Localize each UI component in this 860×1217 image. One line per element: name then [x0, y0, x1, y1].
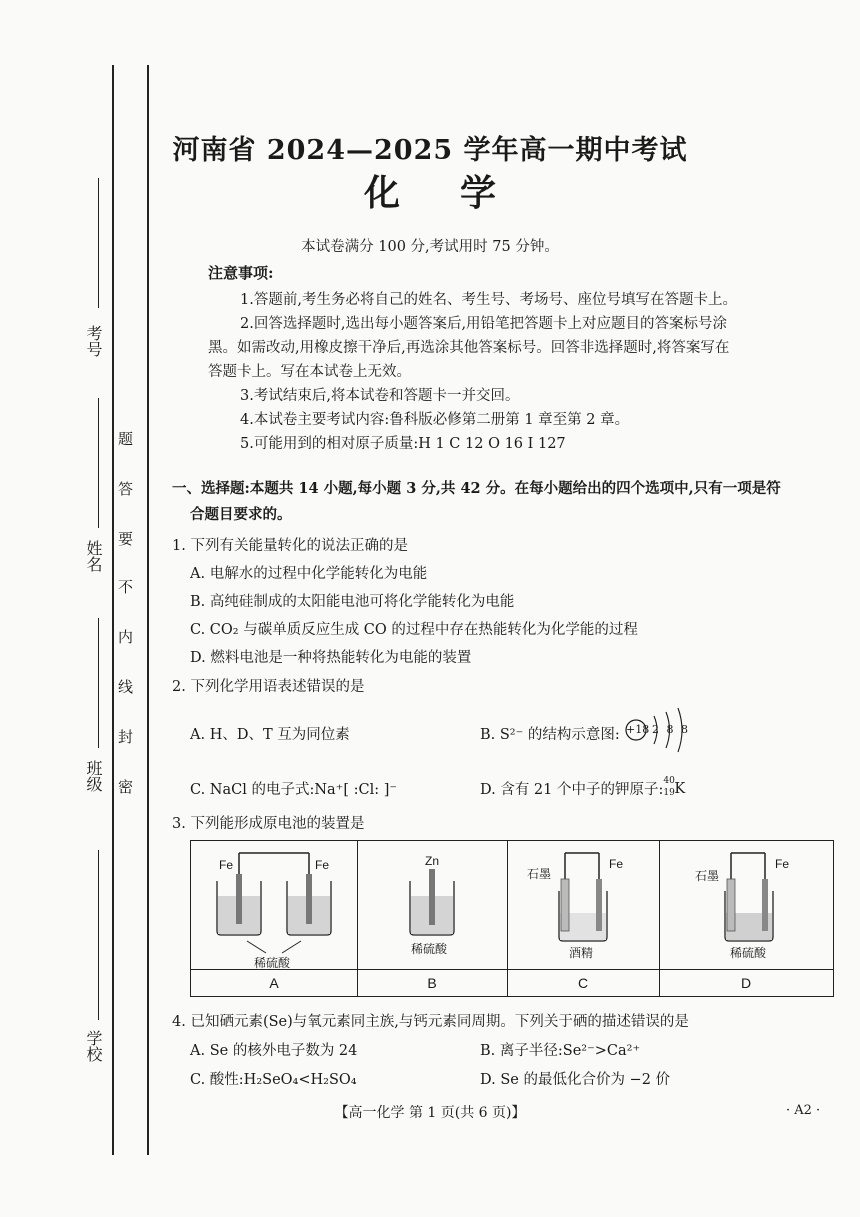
note-line: 1.答题前,考生务必将自己的姓名、考生号、考场号、座位号填写在答题卡上。: [240, 292, 737, 308]
q1-option-a[interactable]: A. 电解水的过程中化学能转化为电能: [190, 566, 428, 582]
seal-char: 答: [118, 480, 134, 498]
note-line: 黑。如需改动,用橡皮擦干净后,再选涂其他答案标号。回答非选择题时,将答案写在: [208, 340, 730, 356]
section-heading-cont: 合题目要求的。: [190, 506, 292, 523]
field-exam-number: 考号: [84, 325, 103, 357]
seal-char: 线: [118, 678, 134, 696]
note-line: 3.考试结束后,将本试卷和答题卡一并交回。: [240, 388, 520, 404]
sulfide-nucleus: +18: [626, 723, 650, 736]
field-school: 学校: [84, 1030, 103, 1062]
potassium-nuclide: [663, 776, 687, 799]
mass-number: 40: [663, 776, 675, 786]
name-blank[interactable]: [98, 398, 99, 528]
q4-stem: 4. 已知硒元素(Se)与氧元素同主族,与钙元素同周期。下列关于硒的描述错误的是: [172, 1014, 689, 1030]
electrode-label: Zn: [425, 854, 440, 868]
solution-label: 稀硫酸: [411, 942, 448, 956]
sulfide-shells: 2 8 8: [652, 723, 690, 736]
seal-char: 不: [118, 578, 134, 596]
notes-heading: 注意事项:: [208, 264, 274, 282]
electrode-label: Fe: [775, 857, 790, 871]
q3-stem: 3. 下列能形成原电池的装置是: [172, 816, 365, 832]
exam-info: 本试卷满分 100 分,考试用时 75 分钟。: [301, 239, 559, 255]
q4-option-b[interactable]: B. 离子半径:Se²⁻>Ca²⁺: [480, 1043, 641, 1059]
solution-label: 稀硫酸: [254, 956, 291, 970]
binding-line-outer: [112, 65, 114, 1155]
apparatus-table: [190, 840, 834, 997]
q1-option-b[interactable]: B. 高纯硅制成的太阳能电池可将化学能转化为电能: [190, 594, 515, 610]
apparatus-cell-c[interactable]: [507, 841, 660, 996]
seal-char: 题: [118, 430, 134, 448]
note-line: 答题卡上。写在本试卷上无效。: [208, 364, 411, 380]
option-label-a: A: [191, 969, 357, 996]
seal-char: 封: [118, 728, 134, 746]
section-heading: 一、选择题:本题共 14 小题,每小题 3 分,共 42 分。在每小题给出的四个选项中,只有一项是符: [172, 480, 781, 497]
class-blank[interactable]: [98, 618, 99, 748]
q2-option-c[interactable]: C. NaCl 的电子式:Na⁺[ :Cl: ]⁻: [190, 782, 398, 798]
note-line: 4.本试卷主要考试内容:鲁科版必修第二册第 1 章至第 2 章。: [240, 412, 630, 428]
q2-option-d-text: D. 含有 21 个中子的钾原子:: [480, 782, 664, 798]
electrode-label: Fe: [315, 858, 330, 872]
electrode-label: Fe: [219, 858, 234, 872]
apparatus-cell-a[interactable]: [191, 841, 358, 996]
school-blank[interactable]: [98, 850, 99, 1020]
note-line: 5.可能用到的相对原子质量:H 1 C 12 O 16 I 127: [240, 436, 566, 452]
apparatus-cell-d[interactable]: [659, 841, 833, 996]
field-class: 班级: [84, 760, 103, 792]
q2-option-d[interactable]: [480, 778, 687, 799]
option-label-d: D: [659, 969, 833, 996]
q1-option-c[interactable]: C. CO₂ 与碳单质反应生成 CO 的过程中存在热能转化为化学能的过程: [190, 622, 638, 638]
q4-option-a[interactable]: A. Se 的核外电子数为 24: [190, 1043, 358, 1059]
two-beaker-apparatus-icon: [191, 841, 357, 970]
atomic-number: 19: [663, 788, 675, 798]
q2-stem: 2. 下列化学用语表述错误的是: [172, 679, 365, 695]
solution-label: 酒精: [569, 946, 594, 960]
binding-line-inner: [147, 65, 149, 1155]
note-line: 2.回答选择题时,选出每小题答案后,用铅笔把答题卡上对应题目的答案标号涂: [240, 316, 728, 332]
q1-option-d[interactable]: D. 燃料电池是一种将热能转化为电能的装置: [190, 650, 472, 666]
q4-option-c[interactable]: C. 酸性:H₂SeO₄<H₂SO₄: [190, 1072, 357, 1088]
element-symbol: K: [674, 781, 686, 797]
electrode-label: 石墨: [695, 869, 720, 883]
field-name: 姓名: [84, 540, 103, 572]
seal-char: 要: [118, 530, 134, 548]
q2-option-a[interactable]: A. H、D、T 互为同位素: [190, 727, 350, 743]
page-footer: 【高一化学 第 1 页(共 6 页)】: [334, 1105, 526, 1121]
option-label-b: B: [357, 969, 507, 996]
exam-title: 河南省 2024—2025 学年高一期中考试: [172, 135, 688, 166]
electrode-label: 石墨: [527, 867, 552, 881]
subject-title: 化学: [363, 172, 556, 214]
solution-label: 稀硫酸: [730, 946, 767, 960]
q1-stem: 1. 下列有关能量转化的说法正确的是: [172, 538, 408, 554]
option-label-c: C: [507, 969, 659, 996]
paper-code: · A2 ·: [786, 1103, 821, 1118]
q2-option-b[interactable]: B. S²⁻ 的结构示意图:: [480, 727, 620, 743]
seal-char: 密: [118, 778, 134, 796]
seal-char: 内: [118, 628, 134, 646]
sulfide-ion-diagram: [624, 706, 694, 756]
q4-option-d[interactable]: D. Se 的最低化合价为 −2 价: [480, 1072, 671, 1088]
electrode-label: Fe: [609, 857, 624, 871]
apparatus-cell-b[interactable]: [357, 841, 508, 996]
